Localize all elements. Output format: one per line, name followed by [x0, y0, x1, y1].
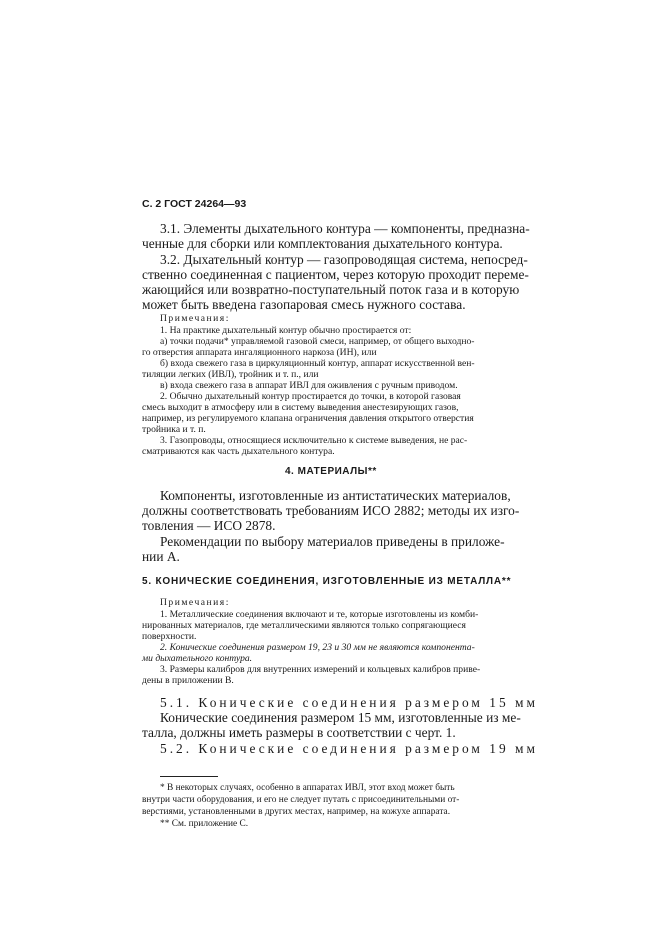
page-header: С. 2 ГОСТ 24264—93 [142, 198, 247, 210]
note-line: поверхности. [142, 631, 197, 642]
clause-3-2-line-3: жающийся или возвратно-поступательный поток газа и в которую [142, 282, 520, 297]
clause-5-1-title: 5.1. Конические соединения размером 15 мм [160, 695, 538, 710]
section-4-p2-line-2: нии А. [142, 549, 180, 564]
section-5-title: 5. КОНИЧЕСКИЕ СОЕДИНЕНИЯ, ИЗГОТОВЛЕННЫЕ ИЗ МЕТАЛЛА** [142, 576, 512, 587]
note-line: в) входа свежего газа в аппарат ИВЛ для оживления с ручным приводом. [160, 380, 458, 391]
clause-3-1-line-2: ченные для сборки или комплектования дыхательного контура. [142, 236, 503, 251]
clause-3-2-line-2: ственно соединенная с пациентом, через которую проходит переме- [142, 267, 529, 282]
note-line: 2. Конические соединения размером 19, 23 и 30 мм не являются компонента- [160, 642, 475, 653]
notes-title: Примечания: [160, 597, 230, 608]
footnote-line: ** См. приложение С. [160, 819, 249, 829]
clause-3-2-line-4: может быть введена газопаровая смесь нужного состава. [142, 297, 466, 312]
note-line: 3. Размеры калибров для внутренних измерений и кольцевых калибров приве- [160, 664, 481, 675]
note-line: тиляции легких (ИВЛ), тройник и т. п., или [142, 369, 319, 380]
note-line: 3. Газопроводы, относящиеся исключительно к системе выведения, не рас- [160, 435, 468, 446]
clause-5-2-title: 5.2. Конические соединения размером 19 мм [160, 741, 538, 756]
note-line: дены в приложении В. [142, 675, 234, 686]
note-line: го отверстия аппарата ингаляционного наркоза (ИН), или [142, 347, 377, 358]
footnote-line: верстиями, установленными в других местах, например, на кожухе аппарата. [142, 807, 451, 817]
note-line: тройника и т. п. [142, 424, 206, 435]
note-line: 1. Металлические соединения включают и те, которые изготовлены из комби- [160, 609, 479, 620]
clause-5-1-line-2: талла, должны иметь размеры в соответствии с черт. 1. [142, 725, 456, 740]
note-line: смесь выходит в атмосферу или в систему выведения анестезирующих газов, [142, 402, 459, 413]
note-line: сматриваются как часть дыхательного контура. [142, 446, 335, 457]
note-line: 1. На практике дыхательный контур обычно простирается от: [160, 325, 412, 336]
notes-title: Примечания: [160, 313, 230, 324]
section-4-p2-line-1: Рекомендации по выбору материалов приведены в приложе- [160, 534, 505, 549]
section-4-p1-line-2: должны соответствовать требованиям ИСО 2882; методы их изго- [142, 503, 520, 518]
clause-3-2-line-1: 3.2. Дыхательный контур — газопроводящая система, непосред- [160, 252, 528, 267]
clause-5-1-line-1: Конические соединения размером 15 мм, изготовленные из ме- [160, 710, 521, 725]
footnote-line: внутри части оборудования, и его не следует путать с присоединительными от- [142, 795, 460, 805]
section-4-p1-line-3: товления — ИСО 2878. [142, 518, 276, 533]
note-line: б) входа свежего газа в циркуляционный контур, аппарат искусственной вен- [160, 358, 475, 369]
clause-3-1-line-1: 3.1. Элементы дыхательного контура — компоненты, предназна- [160, 221, 530, 236]
note-line: например, из регулируемого клапана ограничения давления открытого отверстия [142, 413, 474, 424]
note-line: 2. Обычно дыхательный контур простирается до точки, в которой газовая [160, 391, 461, 402]
note-line: а) точки подачи* управляемой газовой смеси, например, от общего выходно- [160, 336, 475, 347]
note-line: нированных материалов, где металлическими являются только сопрягающиеся [142, 620, 466, 631]
footnote-separator [160, 776, 218, 777]
footnote-line: * В некоторых случаях, особенно в аппаратах ИВЛ, этот вход может быть [160, 783, 455, 793]
section-4-title: 4. МАТЕРИАЛЫ** [285, 466, 377, 477]
section-4-p1-line-1: Компоненты, изготовленные из антистатических материалов, [160, 488, 511, 503]
note-line: ми дыхательного контура. [142, 653, 253, 664]
